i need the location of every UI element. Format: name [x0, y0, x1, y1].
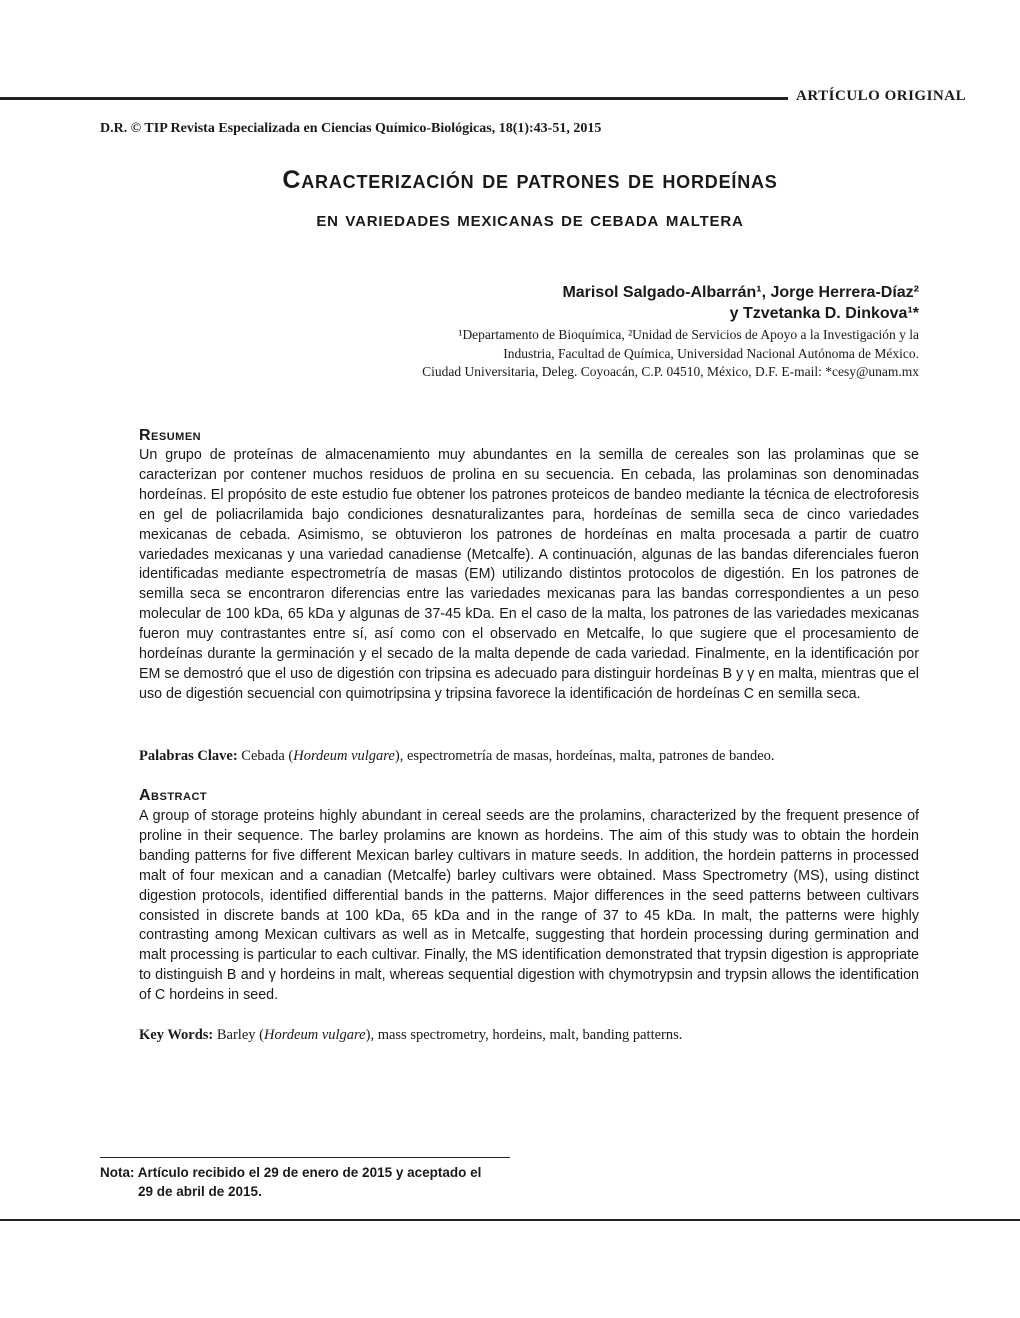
footnote-line1: Nota: Artículo recibido el 29 de enero de 2015 y aceptado el: [100, 1165, 482, 1180]
abstract-heading: Abstract: [139, 787, 208, 804]
affiliation-line3: Ciudad Universitaria, Deleg. Coyoacán, C.P. 04510, México, D.F. E-mail: *cesy@unam.mx: [422, 364, 919, 379]
keywords-species: Hordeum vulgare: [263, 1027, 366, 1043]
footnote-rule: [100, 1157, 510, 1158]
keywords-text: ), espectrometría de masas, hordeínas, malta, patrones de bandeo.: [394, 748, 775, 764]
header-rule: [0, 97, 788, 100]
authors-line2: y Tzvetanka D. Dinkova¹*: [729, 305, 919, 322]
keywords-label: Key Words:: [139, 1027, 214, 1043]
resumen-body: Un grupo de proteínas de almacenamiento muy abundantes en la semilla de cereales son las prolaminas que se caracterizan por contener muchos residuos de prolina en su secuencia. En cebada, las prolaminas son denominadas hordeínas. El propósito de este estudio fue obtener los patrones proteicos de bandeo mediante la técnica de electroforesis en gel de poliacrilamida bajo condiciones desnaturalizantes para, hordeínas de semilla seca de cinco variedades mexicanas de cebada. Asimismo, se obtuvieron los patrones de hordeínas en malta procesada a partir de cuatro variedades mexicanas y una variedad canadiense (Metcalfe). A continuación, algunas de las bandas diferenciales fueron identificadas mediante espectrometría de masas (EM) utilizando distintos protocolos de digestión. En los patrones de semilla seca se encontraron diferencias entre las variedades mexicanas para las bandas correspondientes a un peso molecular de 100 kDa, 65 kDa y algunas de 37-45 kDa. En el caso de la malta, los patrones de las variedades mexicanas fueron muy contrastantes entre sí, así como con el observado en Metcalfe, lo que sugiere que el procesamiento de hordeínas durante la germinación y el secado de la malta depende de cada variedad. Finalmente, en la identificación por EM se demostró que el uso de digestión con tripsina es adecuado para distinguir hordeínas B y γ en malta, mientras que el uso de digestión secuencial con quimotripsina y tripsina favorece la identificación de hordeínas C en semilla seca.: [139, 447, 919, 702]
section-label: ARTÍCULO ORIGINAL: [796, 88, 967, 104]
journal-citation: D.R. © TIP Revista Especializada en Ciencias Químico-Biológicas, 18(1):43-51, 2015: [100, 121, 602, 136]
footnote-line2: 29 de abril de 2015.: [138, 1184, 262, 1199]
authors-line1: Marisol Salgado-Albarrán¹, Jorge Herrera-Díaz²: [562, 284, 919, 301]
keywords-text: Cebada (: [237, 748, 294, 764]
footer-rule: [0, 1219, 1020, 1221]
affiliation-line2: Industria, Facultad de Química, Universidad Nacional Autónoma de México.: [503, 346, 919, 361]
resumen-keywords: [139, 748, 919, 765]
keywords-label: Palabras Clave:: [139, 748, 238, 764]
keywords-text: Barley (: [213, 1027, 264, 1043]
abstract-keywords: [139, 1027, 919, 1044]
article-title-line1: Caracterización de patrones de hordeínas: [282, 166, 778, 194]
resumen-heading: Resumen: [139, 427, 202, 444]
affiliation-line1: ¹Departamento de Bioquímica, ²Unidad de Servicios de Apoyo a la Investigación y la: [458, 327, 919, 342]
keywords-text: ), mass spectrometry, hordeins, malt, banding patterns.: [365, 1027, 683, 1043]
keywords-species: Hordeum vulgare: [293, 748, 395, 764]
article-title-line2: en variedades mexicanas de cebada maltera: [316, 208, 744, 231]
abstract-body: A group of storage proteins highly abundant in cereal seeds are the prolamins, characterized by the frequent presence of proline in their sequence. The barley prolamins are known as hordeins. The aim of this study was to obtain the hordein banding patterns for five different Mexican barley cultivars in mature seeds. In addition, the hordein patterns in processed malt of four mexican and a canadian (Metcalfe) barley cultivars were obtained. Mass Spectrometry (MS), using distinct digestion protocols, identified differential bands in the patterns. Major differences in the seed patterns between cultivars consisted in discrete bands at 100 kDa, 65 kDa and in the range of 37 to 45 kDa. In malt, the patterns were highly contrasting among Mexican cultivars as well as in Metcalfe, suggesting that hordein processing during germination and malt processing is particular to each cultivar. Finally, the MS identification demonstrated that trypsin digestion is appropriate to distinguish B and γ hordeins in malt, whereas sequential digestion with chymotrypsin and trypsin allows the identification of C hordeins in seed.: [139, 808, 919, 1004]
